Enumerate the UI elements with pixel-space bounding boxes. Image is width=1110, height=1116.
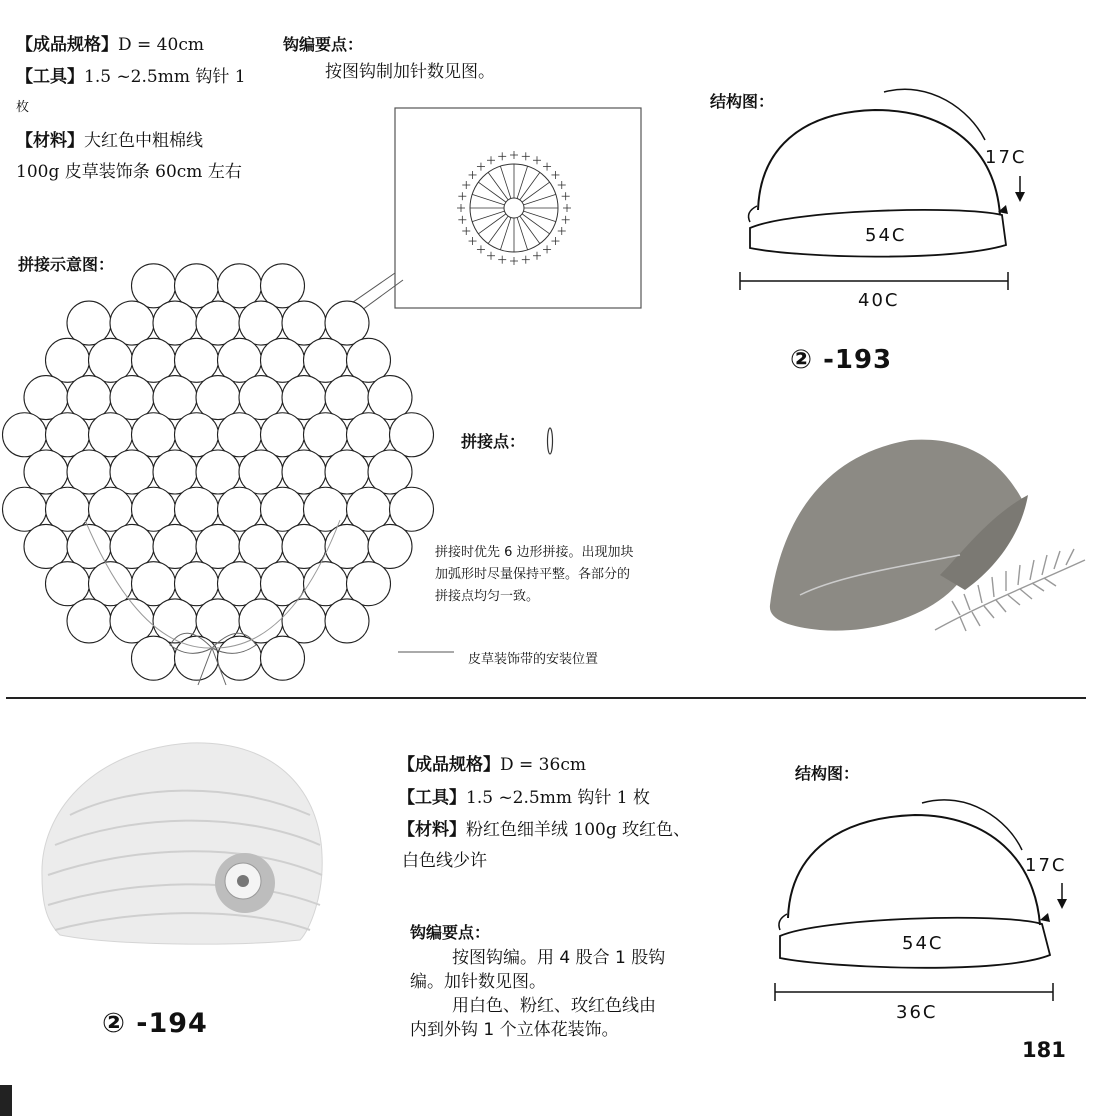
top-spec-material-cont: 100g 皮草装饰条 60cm 左右 <box>16 162 242 182</box>
bottom-spec-material-label: 【材料】 <box>398 820 466 840</box>
top-height-label: 17C <box>985 147 1027 168</box>
top-points-heading: 钩编要点： <box>283 35 364 54</box>
bottom-points-line-2: 编。加针数见图。 <box>410 972 546 992</box>
top-spec-material-value: 大红色中粗棉线 <box>84 131 203 151</box>
legend-text: 皮草装饰带的安装位置 <box>468 652 599 667</box>
bottom-width-label: 36C <box>896 1002 938 1023</box>
bottom-spec-size-label: 【成品规格】 <box>398 755 500 775</box>
top-spec-tool-cont: 枚 <box>16 100 30 115</box>
bottom-points-line-1: 按图钩编。用 4 股合 1 股钩 <box>452 948 666 968</box>
top-spec-size-label: 【成品规格】 <box>16 35 118 55</box>
assembly-heading: 拼接示意图： <box>18 255 115 274</box>
top-spec-size-value: D = 40cm <box>118 35 204 55</box>
bottom-spec-size-value: D = 36cm <box>500 755 586 775</box>
bottom-spec-material-cont: 白色线少许 <box>402 851 487 871</box>
top-width-label: 40C <box>858 290 900 311</box>
top-spec-tool-label: 【工具】 <box>16 67 84 87</box>
note-line-3: 拼接点均匀一致。 <box>435 589 540 604</box>
note-line-1: 拼接时优先 6 边形拼接。出现加块 <box>435 545 634 560</box>
top-code: ② -193 <box>790 345 893 375</box>
bottom-spec-material-value: 粉红色细羊绒 100g 玫红色、 <box>466 820 691 840</box>
bottom-structure-heading: 结构图： <box>795 764 860 783</box>
bottom-circumference-label: 54C <box>898 933 947 954</box>
bottom-height-label: 17C <box>1025 855 1067 876</box>
join-point-label: 拼接点： <box>461 432 526 451</box>
bottom-points-line-3: 用白色、粉红、玫红色线由 <box>452 996 656 1016</box>
bottom-code: ② -194 <box>102 1008 208 1039</box>
top-structure-heading: 结构图： <box>710 92 775 111</box>
top-spec-material-label: 【材料】 <box>16 131 84 151</box>
page-number: 181 <box>1022 1038 1066 1062</box>
bottom-spec-tool-value: 1.5 ~2.5mm 钩针 1 枚 <box>466 788 650 808</box>
note-line-2: 加弧形时尽量保持平整。各部分的 <box>435 567 631 582</box>
bottom-spec-tool-label: 【工具】 <box>398 788 466 808</box>
bottom-points-line-4: 内到外钩 1 个立体花装饰。 <box>410 1020 619 1040</box>
binding-shadow <box>0 1085 12 1116</box>
top-spec-tool-value: 1.5 ~2.5mm 钩针 1 <box>84 67 246 87</box>
top-circumference-label: 54C <box>861 225 910 246</box>
bottom-points-heading: 钩编要点： <box>410 923 491 942</box>
top-points-text: 按图钩制加针数见图。 <box>325 62 495 82</box>
